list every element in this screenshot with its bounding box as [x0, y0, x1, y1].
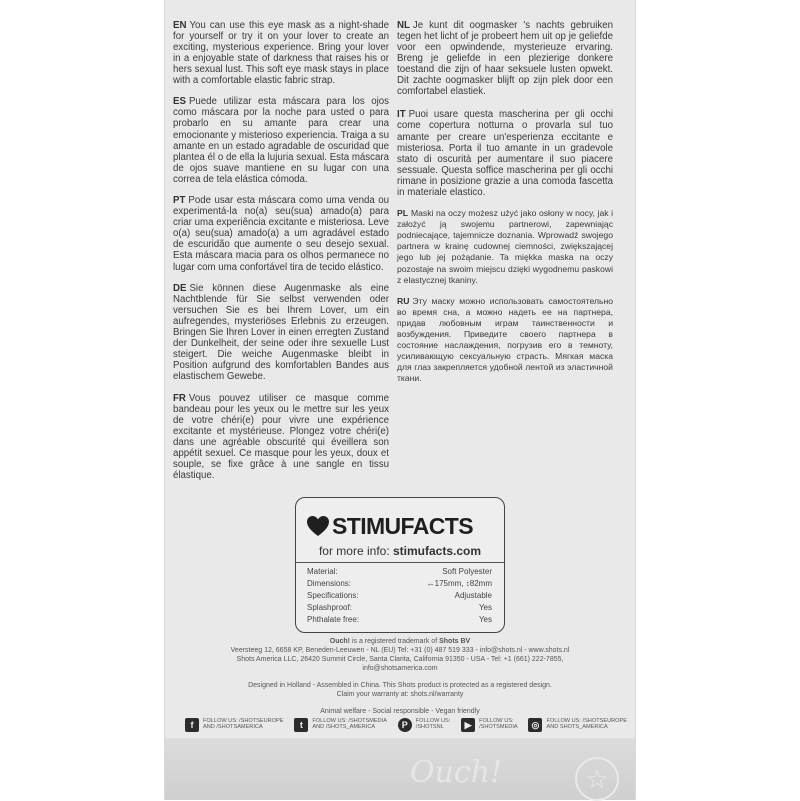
text-block-it [397, 109, 613, 198]
ouch-watermark: Ouch! [410, 755, 503, 790]
lang-code: FR [173, 392, 186, 404]
spec-list [307, 566, 492, 626]
text-body: Vous pouvez utiliser ce masque comme bandeau pour les yeux ou le mettre sur les yeux de votre chéri(e) pour vivre une expérience excitante et mystérieuse. Plongez votre chéri(e) dans une agréable obscurité qui éveillera son appétit sexuel. Ce masque pour les yeux, doux et souple, se fixe grâce à une sangle en tissu élastique. [173, 392, 389, 482]
instagram-icon: ◎ [528, 718, 542, 732]
heart-icon [306, 515, 330, 537]
social-label: AND /SHOTS_AMERICA [312, 724, 376, 731]
social-facebook[interactable] [185, 718, 284, 732]
spec-value: Soft Polyester [442, 567, 492, 576]
text-block-fr [173, 393, 389, 482]
trademark-mid: is a registered trademark of [350, 638, 440, 645]
made-in-line: Designed in Holland - Assembled in China. This Shots product is protected as a registered design. [248, 682, 552, 689]
text-block-nl [397, 20, 613, 98]
lang-code: PL [397, 208, 408, 219]
spec-key: Dimensions: [307, 579, 352, 588]
lang-code: EN [173, 19, 187, 31]
twitter-icon: t [294, 718, 308, 732]
lang-code: NL [397, 19, 410, 31]
spec-value: Adjustable [454, 591, 492, 600]
social-label: /SHOTSMEDIA [479, 724, 518, 731]
text-column-right [397, 10, 613, 395]
social-twitter[interactable] [294, 718, 387, 732]
welfare-line: Animal welfare - Social responsible - Vegan friendly [320, 708, 480, 715]
text-block-de [173, 283, 389, 383]
star-icon: ☆ [575, 757, 619, 801]
spec-key: Material: [307, 567, 338, 576]
text-column-left [173, 10, 389, 491]
trademark-brand: Ouch! [329, 638, 350, 645]
text-block-ru [397, 296, 613, 385]
address-nl: Veersteeg 12, 6658 KP, Beneden-Leeuwen - NL (EU) Tel: +31 (0) 487 519 333 - info@shots.nl - www.shots.nl [230, 647, 570, 654]
social-label: FOLLOW US: /SHOTSEUROPE [203, 718, 284, 724]
lang-code: PT [173, 195, 186, 206]
text-block-es [173, 96, 389, 185]
social-label: AND SHOTS_AMERICA [546, 724, 608, 731]
social-links [185, 718, 635, 732]
spec-material [307, 566, 492, 578]
text-body: Maski na oczy możesz użyć jako osłony w nocy, jak i założyć ją swojemu partnerowi, zapewniając podniecające, tajemnicze doznania. Wprowadź swojego partnera w krainę cudownej ciemności, zwiększającej jego lub jej pożądanie. Ta miękka maska na oczy pozostaje na swoim miejscu dzięki wygodnemu paskowi z elastycznej tkaniny. [397, 208, 613, 285]
lang-code: IT [397, 109, 406, 121]
more-info-url: stimufacts.com [393, 544, 482, 558]
product-insert-card [165, 0, 635, 800]
trademark-owner: Shots BV [439, 638, 471, 645]
spec-dimensions [307, 578, 492, 590]
lang-code: RU [397, 295, 410, 306]
pinterest-icon: P [398, 718, 412, 732]
text-body: Puoi usare questa mascherina per gli occhi come copertura notturna o provarla sul tuo amante per creare un'esperienza eccitante e misteriosa. Porta il tuo amante in un gradevole stato di oscurità per aumentare il suo piacere sessuale. Questa soffice mascherina per gli occhi rimane in posizione grazie a una comoda fascetta in materiale elastico. [397, 109, 613, 198]
text-body: Puede utilizar esta máscara para los ojos como máscara por la noche para usted o para probarlo en su amante para crear una emocionante y misterioso experiencia. Traiga a su amante en un estado agradable de oscuridad que plantea él o de ella la lujuria sexual. Esta máscara de ojos suave mantiene en su lugar con una correa de tela elástica cómoda. [173, 96, 389, 185]
spec-specifications [307, 590, 492, 602]
brand-spec-box [295, 497, 505, 633]
spec-phthalate-free [307, 614, 492, 626]
text-body: Эту маску можно использовать самостоятельно во время сна, а можно надеть ее на партнера, придав любовным играм таинственности и возбуждения. Приведите своего партнера в состояние наслаждения, погрузив его в темноту, усиливающую сексуальную страсть. Мягкая маска для глаз закрепляется удобной лентой из эластичной ткани. [397, 295, 613, 384]
social-label: FOLLOW US: /SHOTSMEDIA [312, 718, 387, 724]
email-us: info@shotsamerica.com [362, 665, 438, 672]
social-instagram[interactable] [528, 718, 627, 732]
bottom-strip [165, 738, 635, 800]
brand-logo [306, 512, 473, 540]
spec-value: Yes [478, 603, 492, 612]
social-youtube[interactable] [461, 718, 518, 732]
social-pinterest[interactable] [398, 718, 451, 732]
text-body: Pode usar esta máscara como uma venda ou experimentá-la no(a) seu(sua) amado(a) para criar uma experiência excitante e misteriosa. Leve o(a) seu(sua) amado(a) a um agradável estado de escuridão que aumente o seu desejo sexual. Esta máscara macia para os olhos permanece no lugar com uma confortável tira de tecido elástico. [173, 195, 389, 273]
spec-value: Yes [478, 615, 492, 624]
social-label: AND /SHOTSAMERICA [203, 724, 263, 731]
text-block-en [173, 20, 389, 87]
facebook-icon: f [185, 718, 199, 732]
social-label: /SHOTSNL [415, 724, 444, 731]
text-block-pt [173, 195, 389, 273]
more-info-prefix: for more info: [318, 544, 393, 558]
text-body: Sie können diese Augenmaske als eine Nachtblende für Sie selbst verwenden oder versuchen Sie es bei Ihrem Lover, um ein aufregendes, mysteriöses Erlebnis zu erzeugen. Bringen Sie Ihren Lover in einen erregten Zustand der Dunkelheit, der seine oder ihre sexuelle Lust steigert. Die weiche Augenmaske bleibt in Position aufgrund des komfortablen Bandes aus elastischem Gewebe. [173, 282, 389, 383]
trademark-line [165, 637, 635, 646]
more-info-line [296, 544, 504, 563]
text-body: You can use this eye mask as a night-shade for yourself or try it on your lover to create an exciting, mysterious experience. Bring your lover in a enjoyable state of darkness that raises his or hers sexual lust. This soft eye mask stays in place with a comfortable elastic fabric strap. [173, 19, 389, 87]
spec-key: Specifications: [307, 591, 359, 600]
spec-key: Splashproof: [307, 603, 352, 612]
address-us: Shots America LLC, 26420 Summit Circle, Santa Clarita, California 91350 - USA - Tel: +1 (661) 222-7855, [236, 656, 564, 663]
social-label: FOLLOW US: [479, 718, 514, 724]
social-label: FOLLOW US: [415, 718, 451, 724]
spec-value: ↔175mm, ↕82mm [426, 579, 492, 588]
social-label: FOLLOW US: /SHOTSEUROPE [546, 718, 627, 724]
text-body: Je kunt dit oogmasker 's nachts gebruiken tegen het licht of je probeert hem uit op je geliefde voor een opwindende, mysterieuze ervaring. Breng je geliefde in een plezierige donkere toestand die zijn of haar seksuele lusten opwekt. Dit zachte oogmasker blijft op zijn plek door een comfortabel elastiek. [397, 19, 613, 98]
text-block-pl [397, 208, 613, 286]
lang-code: ES [173, 96, 186, 108]
warranty-line: Claim your warranty at: shots.nl/warranty [336, 691, 464, 698]
spec-splashproof [307, 602, 492, 614]
lang-code: DE [173, 282, 187, 294]
brand-name: STIMUFACTS [332, 512, 473, 539]
youtube-icon: ▶ [461, 718, 475, 732]
legal-footer [165, 637, 635, 716]
spec-key: Phthalate free: [307, 615, 360, 624]
